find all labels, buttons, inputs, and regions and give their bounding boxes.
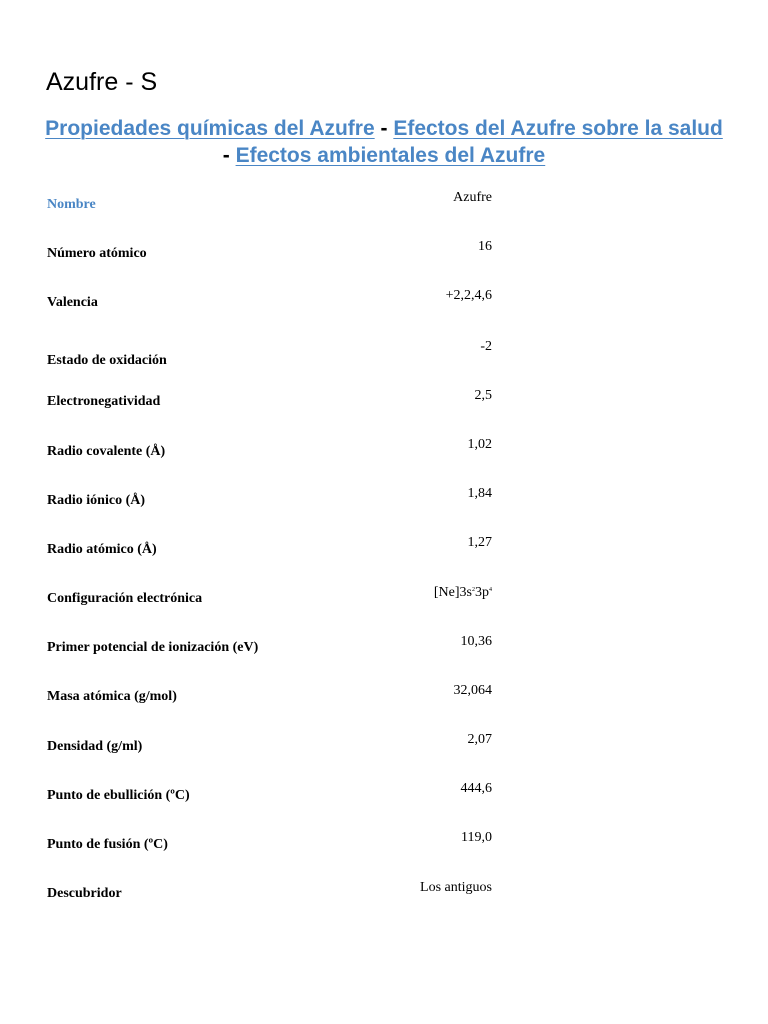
config-part: 3p — [475, 584, 489, 600]
property-value: 32,064 — [453, 682, 492, 698]
table-row — [47, 278, 493, 327]
property-label: Configuración electrónica — [47, 591, 203, 607]
property-value: Los antiguos — [420, 879, 492, 895]
property-value: 1,84 — [467, 486, 492, 502]
property-value — [379, 575, 493, 624]
link-separator: - — [374, 117, 394, 140]
property-value: 2,5 — [474, 387, 492, 403]
config-superscript: 2 — [472, 586, 475, 593]
property-value: 119,0 — [461, 830, 492, 846]
property-label: Nombre — [47, 196, 96, 212]
property-label: Masa atómica (g/mol) — [47, 689, 177, 705]
page-title: Azufre - S — [46, 68, 158, 96]
property-value: 10,36 — [460, 633, 492, 649]
link-health-effects[interactable]: Efectos del Azufre sobre la salud — [393, 117, 723, 140]
property-label: Valencia — [47, 294, 98, 310]
table-row — [47, 575, 493, 624]
table-row — [47, 378, 493, 427]
property-label: Densidad (g/ml) — [47, 738, 143, 754]
property-label: Punto de fusión (ºC) — [47, 837, 168, 853]
related-links-nav — [40, 115, 728, 169]
table-row — [47, 180, 493, 229]
table-row — [47, 525, 493, 574]
property-label: Número atómico — [47, 245, 147, 261]
property-value: -2 — [480, 338, 492, 354]
property-label: Descubridor — [47, 886, 122, 902]
table-row — [47, 427, 493, 476]
property-label: Primer potencial de ionización (eV) — [47, 640, 259, 656]
table-row — [47, 328, 493, 378]
table-row — [47, 229, 493, 278]
property-label: Radio iónico (Å) — [47, 492, 145, 508]
config-superscript: 4 — [489, 586, 492, 593]
link-chemical-properties[interactable]: Propiedades químicas del Azufre — [45, 117, 375, 140]
property-label: Punto de ebullición (ºC) — [47, 787, 190, 803]
link-environmental-effects[interactable]: Efectos ambientales del Azufre — [235, 144, 546, 167]
property-value: 2,07 — [467, 732, 492, 748]
property-label: Radio covalente (Å) — [47, 443, 166, 459]
property-value: +2,2,4,6 — [445, 288, 492, 304]
config-part: [Ne]3s — [433, 584, 472, 600]
property-label: Estado de oxidación — [47, 352, 167, 368]
table-row — [47, 771, 493, 820]
property-value: 1,02 — [467, 436, 492, 452]
table-row — [47, 673, 493, 722]
property-value: 16 — [478, 239, 492, 255]
property-value: Azufre — [453, 190, 492, 205]
table-row — [47, 870, 493, 919]
table-row — [47, 722, 493, 771]
property-value: 1,27 — [467, 535, 492, 551]
table-row — [47, 624, 493, 673]
link-separator: - — [222, 144, 236, 167]
properties-table — [47, 180, 493, 919]
table-row — [47, 820, 493, 869]
property-label: Electronegatividad — [47, 394, 161, 410]
table-row — [47, 476, 493, 525]
property-value: 444,6 — [460, 781, 492, 797]
property-label: Radio atómico (Å) — [47, 541, 157, 557]
